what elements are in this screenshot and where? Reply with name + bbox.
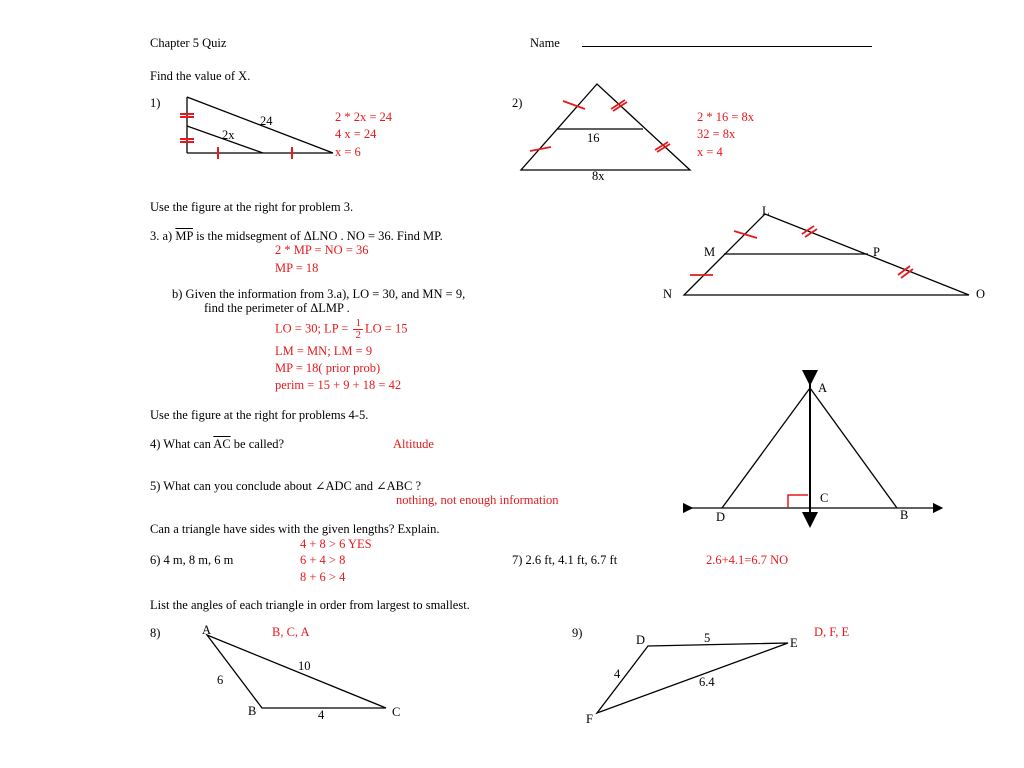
problem-6-work-3: 8 + 6 > 4 bbox=[300, 570, 346, 584]
p8-vertex-b: B bbox=[248, 704, 257, 718]
vertex-label-b: B bbox=[900, 508, 909, 522]
problem-3b-line-2: find the perimeter of ΔLMP . bbox=[204, 301, 350, 315]
right-angle-marker bbox=[788, 495, 808, 508]
p9-side-df: 4 bbox=[614, 667, 621, 681]
p8-side-bc: 4 bbox=[318, 708, 325, 722]
problem-6-work-2: 6 + 4 > 8 bbox=[300, 553, 346, 567]
vertex-label-o: O bbox=[976, 287, 986, 301]
p8-side-ac: 10 bbox=[298, 659, 311, 673]
instruction-angles: List the angles of each triangle in order from largest to smallest. bbox=[150, 598, 470, 612]
problem-9-triangle bbox=[597, 643, 788, 713]
p9-side-de: 5 bbox=[704, 631, 711, 645]
problem-5-answer: nothing, not enough information bbox=[396, 493, 559, 507]
fraction-numerator: 1 bbox=[355, 317, 361, 329]
p9-side-ef: 6.4 bbox=[699, 675, 715, 689]
vertex-label-a: A bbox=[818, 381, 828, 395]
problem-8-answer: B, C, A bbox=[272, 625, 310, 639]
problem-8-triangle bbox=[207, 635, 386, 708]
vertex-label-n: N bbox=[663, 287, 673, 301]
problem-2-label-16: 16 bbox=[587, 131, 600, 145]
problem-1-tick-marks bbox=[180, 114, 292, 159]
problem-2-tick-marks bbox=[530, 100, 670, 152]
problem-7-question: 7) 2.6 ft, 4.1 ft, 6.7 ft bbox=[512, 553, 618, 567]
problem-2-work-3: x = 4 bbox=[697, 145, 723, 159]
problem-3b-work-2: LM = MN; LM = 9 bbox=[275, 344, 373, 358]
p9-vertex-d: D bbox=[636, 633, 646, 647]
segment-mp: $\overline{MP}$ bbox=[175, 229, 193, 243]
problem-2-figure bbox=[521, 84, 690, 170]
instruction-figure-p45: Use the figure at the right for problems 4-5. bbox=[150, 408, 369, 422]
problem-1-work-3: x = 6 bbox=[335, 145, 361, 159]
quiz-title: Chapter 5 Quiz bbox=[150, 36, 227, 50]
p9-vertex-f: F bbox=[586, 712, 593, 726]
problem-2-work-2: 32 = 8x bbox=[697, 127, 736, 141]
fraction-denominator: 2 bbox=[355, 329, 361, 341]
problem-4-answer: Altitude bbox=[393, 437, 434, 451]
problem-9-answer: D, F, E bbox=[814, 625, 850, 639]
problem-3a-work-1: 2 * MP = NO = 36 bbox=[275, 243, 369, 257]
vertex-label-d: D bbox=[716, 510, 726, 524]
instruction-sides: Can a triangle have sides with the given lengths? Explain. bbox=[150, 522, 440, 536]
problem-2-work-1: 2 * 16 = 8x bbox=[697, 110, 755, 124]
problem-3b-work-1-a: LO = 30; LP = bbox=[275, 321, 352, 336]
p8-side-ab: 6 bbox=[217, 673, 224, 687]
p9-vertex-e: E bbox=[790, 636, 798, 650]
problem-1-label-2x: 2x bbox=[222, 128, 235, 142]
vertex-label-p: P bbox=[873, 245, 880, 259]
segment-ac: $\overline{AC}$ bbox=[213, 437, 231, 451]
problem-6-work-1: 4 + 8 > 6 YES bbox=[300, 537, 372, 551]
problem-8-number: 8) bbox=[150, 626, 161, 640]
problem-3b-work-3: MP = 18( prior prob) bbox=[275, 361, 381, 375]
vertex-label-c: C bbox=[820, 491, 829, 505]
problem-3b-work-4: perim = 15 + 9 + 18 = 42 bbox=[275, 378, 402, 392]
problem-3b-line-1: b) Given the information from 3.a), LO = 30, and MN = 9, bbox=[172, 287, 466, 301]
instruction-find-x: Find the value of X. bbox=[150, 69, 251, 83]
problem-1-work-1: 2 * 2x = 24 bbox=[335, 110, 393, 124]
vertex-label-m: M bbox=[704, 245, 716, 259]
problem-1-work-2: 4 x = 24 bbox=[335, 127, 377, 141]
triangle-abd-figure bbox=[688, 378, 938, 520]
problem-4-suffix: be called? bbox=[230, 437, 285, 451]
problem-2-label-8x: 8x bbox=[592, 169, 605, 183]
instruction-figure-p3: Use the figure at the right for problem 3. bbox=[150, 200, 354, 214]
p8-vertex-c: C bbox=[392, 705, 401, 719]
problem-3a-number: 3. a) bbox=[150, 229, 173, 243]
problem-1-figure bbox=[187, 97, 333, 153]
problem-5-question: 5) What can you conclude about ∠ADC and ∠ABC ? bbox=[150, 479, 422, 493]
problem-3a-text: is the midsegment of ΔLNO . NO = 36. Find MP. bbox=[192, 229, 443, 243]
triangle-lno-figure bbox=[684, 214, 969, 295]
problem-9-number: 9) bbox=[572, 626, 583, 640]
vertex-label-l: L bbox=[762, 204, 770, 218]
problem-3a-work-2: MP = 18 bbox=[275, 261, 319, 275]
triangle-lno-tick-marks bbox=[690, 226, 913, 278]
problem-4-prefix: 4) What can bbox=[150, 437, 214, 451]
problem-7-answer: 2.6+4.1=6.7 NO bbox=[706, 553, 789, 567]
name-label: Name bbox=[530, 36, 560, 50]
problem-3b-work-1-b: LO = 15 bbox=[364, 321, 408, 336]
problem-1-number: 1) bbox=[150, 96, 161, 110]
p8-vertex-a: A bbox=[202, 623, 212, 637]
problem-6-question: 6) 4 m, 8 m, 6 m bbox=[150, 553, 234, 567]
problem-2-number: 2) bbox=[512, 96, 523, 110]
problem-1-label-24: 24 bbox=[260, 114, 273, 128]
